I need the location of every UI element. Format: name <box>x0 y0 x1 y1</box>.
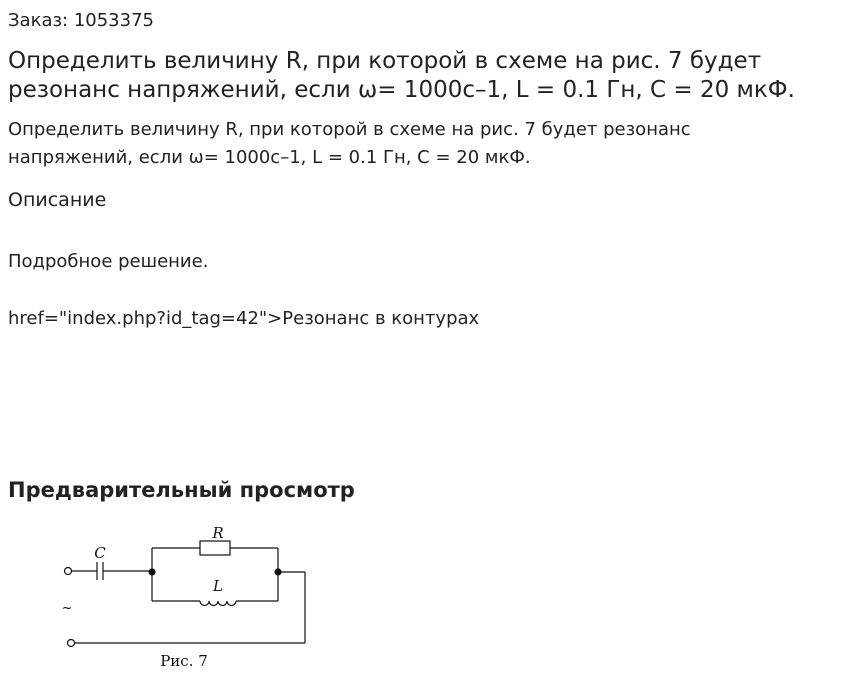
label-l: L <box>213 577 223 595</box>
order-number: Заказ: 1053375 <box>8 10 154 31</box>
terminal-top <box>65 568 72 575</box>
figure-caption: Рис. 7 <box>160 652 208 670</box>
problem-statement: Определить величину R, при которой в схеме на рис. 7 будет резонанс напряжений, если ω= 1000с–1, L = 0.1 Гн, C = 20 мкФ. <box>8 119 691 168</box>
node-right <box>274 568 281 575</box>
circuit-figure <box>0 510 340 696</box>
source-symbol: ~ <box>61 601 73 616</box>
label-c: C <box>94 544 106 562</box>
circuit-diagram <box>0 510 340 696</box>
tag-prefix: href="index.php?id_tag=42"> <box>8 308 283 329</box>
label-r: R <box>212 524 224 542</box>
description-heading: Описание <box>8 189 107 211</box>
inductor-symbol <box>200 601 236 606</box>
tag-link[interactable]: Резонанс в контурах <box>282 308 480 329</box>
solution-text: Подробное решение. <box>8 251 209 272</box>
terminal-bottom <box>68 640 75 647</box>
page-title: Определить величину R, при которой в схеме на рис. 7 будет резонанс напряжений, если ω= 1000с–1, L = 0.1 Гн, C = 20 мкФ. <box>8 48 795 103</box>
node-left <box>148 568 155 575</box>
resistor-symbol <box>200 541 230 555</box>
preview-heading: Предварительный просмотр <box>8 478 355 502</box>
tag-line <box>8 307 479 331</box>
